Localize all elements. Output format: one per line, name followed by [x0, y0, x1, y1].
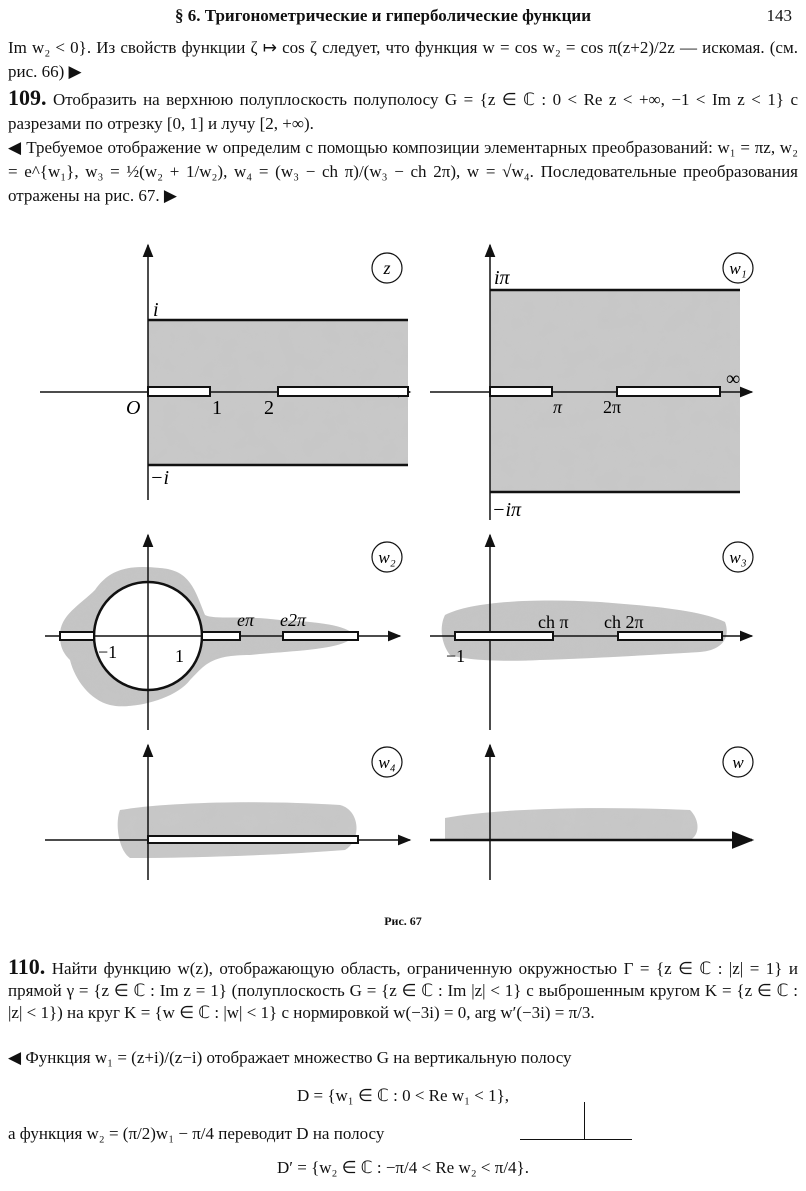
panel-w4 [45, 745, 410, 880]
panel-w1 [430, 245, 753, 521]
label-two-pi: 2π [603, 397, 622, 417]
problem-text: Отобразить на верхнюю полуплоскость полуполосу G = {z ∈ ℂ : 0 < Re z < +∞, −1 < Im z < 1} с разрезами по отрезку [0, 1] и лучу [2, +∞). [8, 90, 798, 133]
cut-ray [617, 387, 720, 396]
label-one: 1 [212, 397, 222, 419]
label-two: 2 [264, 397, 274, 419]
solution-110-line2: а функция w₂ = (π/2)w₁ − π/4 переводит D на полосу [8, 1124, 385, 1143]
label-ch-2pi: ch 2π [604, 612, 644, 632]
panel-w [430, 745, 753, 880]
cut-ray [148, 836, 358, 843]
label-minus-one: −1 [98, 642, 118, 662]
intro-paragraph: Im w₂ < 0}. Из свойств функции ζ ↦ cos ζ следует, что функция w = cos w₂ = cos π(z+2)/2z — искомая. (см. рис. 66) ▶ [8, 38, 798, 81]
problem-109 [8, 86, 798, 136]
cut-ray [618, 632, 722, 640]
label-origin: O [126, 397, 141, 419]
label-pi: π [553, 397, 563, 417]
cut-segment [202, 632, 240, 640]
problem-110 [8, 956, 798, 1024]
problem-number: 110. [8, 954, 46, 979]
margin-mark [520, 1102, 632, 1140]
panel-w3 [430, 535, 753, 730]
cut-ray [283, 632, 358, 640]
label-ipi: iπ [494, 267, 510, 289]
label-infinity: ∞ [726, 368, 741, 390]
panel-w2 [45, 535, 402, 730]
label-i: i [153, 299, 159, 321]
cut-left [60, 632, 94, 640]
badge-label: w [732, 753, 744, 772]
formula-D: D = {w₁ ∈ ℂ : 0 < Re w₁ < 1}, [296, 1086, 510, 1105]
cut-ray [278, 387, 408, 396]
formula-D-prime: D′ = {w₂ ∈ ℂ : −π/4 < Re w₂ < π/4}. [277, 1158, 529, 1177]
panel-z [40, 245, 410, 500]
figure-67 [0, 210, 806, 890]
badge-label: w₃ [729, 548, 747, 567]
cut-segment [455, 632, 553, 640]
problem-text: Найти функцию w(z), отображающую область, ограниченную окружностью Γ = {z ∈ ℂ : |z| = 1} и прямой γ = {z ∈ ℂ : Im z = 1} (полуплоскость G = {z ∈ ℂ : Im |z| < 1} с выброшенным кругом K = {z ∈ ℂ : |z| < 1}) на круг K = {w ∈ ℂ : |w| < 1} с нормировкой w(−3i) = 0, arg w′(−3i) = π/3. [8, 959, 798, 1022]
badge-label: w₂ [378, 548, 396, 567]
label-minus-ipi: −iπ [492, 499, 522, 521]
figure-caption: Рис. 67 [384, 914, 422, 928]
label-ch-pi: ch π [538, 612, 569, 632]
badge-label: w₁ [729, 259, 747, 278]
section-title: § 6. Тригонометрические и гиперболические функции [175, 6, 591, 25]
solution-109: ◀ Требуемое отображение w определим с помощью композиции элементарных преобразований: w₁ = πz, w₂ = e^{w₁}, w₃ = ½(w₂ + 1/w₂), w₄ = (w₃ − ch π)/(w₃ − ch 2π), w = √w₄. Последовательные преобразования отражены на рис. 67. ▶ [8, 138, 798, 205]
label-e-pi: eπ [237, 610, 255, 630]
problem-number: 109. [8, 85, 47, 110]
page-number: 143 [766, 6, 792, 25]
badge-label: w₄ [378, 753, 396, 772]
badge-label: z [383, 258, 391, 278]
cut-segment [148, 387, 210, 396]
label-minus-i: −i [150, 467, 170, 489]
label-one: 1 [175, 646, 184, 666]
cut-segment [490, 387, 552, 396]
solution-110-line1: ◀ Функция w₁ = (z+i)/(z−i) отображает множество G на вертикальную полосу [8, 1048, 572, 1067]
label-minus-one: −1 [446, 646, 466, 666]
label-e-2pi: e2π [280, 610, 307, 630]
figure-svg [0, 210, 806, 890]
page-header [0, 4, 806, 28]
